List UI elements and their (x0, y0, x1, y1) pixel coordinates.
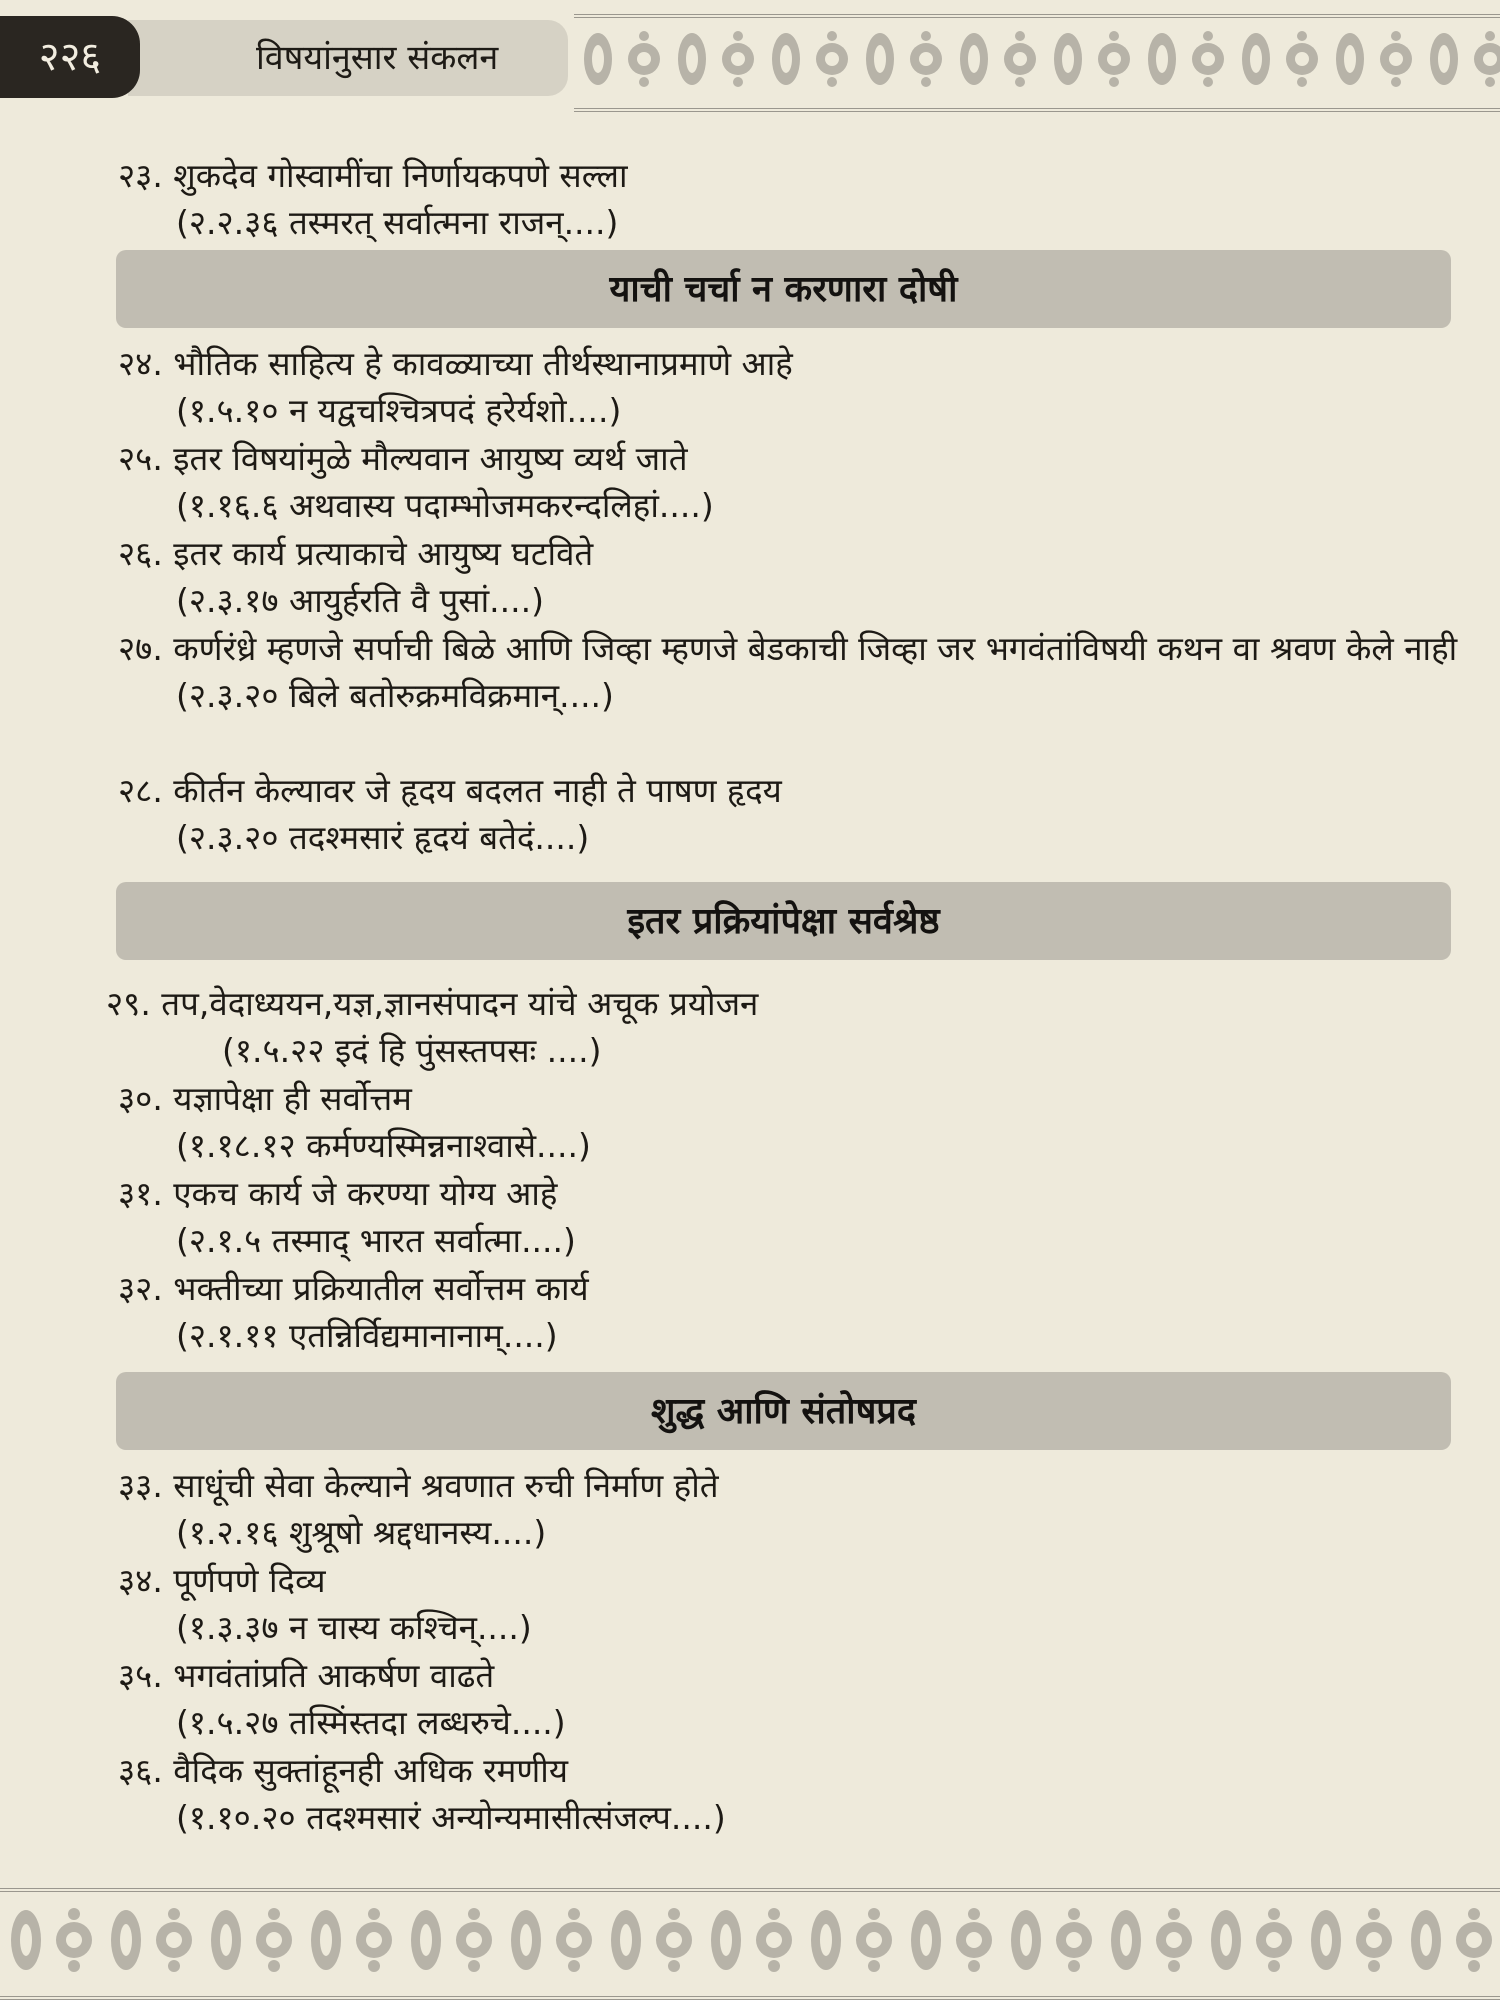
entry-reference: (१.३.३७ न चास्य कश्चिन्....) (176, 1608, 532, 1647)
entry-reference: (२.२.३६ तस्मरत् सर्वात्मना राजन्....) (176, 203, 619, 242)
entry-reference: (१.१८.१२ कर्मण्यस्मिन्ननाश्वासे....) (176, 1126, 591, 1165)
section-heading: शुद्ध आणि संतोषप्रद (116, 1372, 1451, 1450)
entry-reference: (१.५.२७ तस्मिंस्तदा लब्धरुचे....) (176, 1703, 566, 1742)
list-item (118, 1462, 719, 1556)
entry-title: २९. तप,वेदाध्ययन,यज्ञ,ज्ञानसंपादन यांचे अचूक प्रयोजन (106, 984, 759, 1023)
list-item (106, 980, 758, 1074)
entry-title: २६. इतर कार्य प्रत्याकाचे आयुष्य घटविते (118, 534, 594, 573)
entry-title: ३३. साधूंची सेवा केल्याने श्रवणात रुची निर्माण होते (118, 1466, 719, 1505)
list-item (118, 767, 782, 861)
running-title: विषयांनुसार संकलन (128, 20, 568, 96)
entry-title: ३०. यज्ञापेक्षा ही सर्वोत्तम (118, 1079, 412, 1118)
entry-title: ३६. वैदिक सुक्तांहूनही अधिक रमणीय (118, 1751, 568, 1790)
entry-title: २३. शुकदेव गोस्वामींचा निर्णायकपणे सल्ला (118, 156, 628, 195)
list-item (118, 340, 793, 434)
entry-title: ३४. पूर्णपणे दिव्य (118, 1561, 326, 1600)
list-item (118, 1075, 591, 1169)
section-heading: इतर प्रक्रियांपेक्षा सर्वश्रेष्ठ (116, 882, 1451, 960)
list-item (118, 1747, 726, 1841)
entry-reference: (२.१.५ तस्माद् भारत सर्वात्मा....) (176, 1221, 576, 1260)
entry-reference: (२.१.११ एतन्निर्विद्यमानानाम्....) (176, 1316, 558, 1355)
entry-title: २५. इतर विषयांमुळे मौल्यवान आयुष्य व्यर्थ जाते (118, 439, 688, 478)
list-item (118, 1557, 532, 1651)
section-heading: याची चर्चा न करणारा दोषी (116, 250, 1451, 328)
entry-title: ३१. एकच कार्य जे करण्या योग्य आहे (118, 1174, 558, 1213)
entry-reference: (१.१६.६ अथवास्य पदाम्भोजमकरन्दलिहां....) (176, 486, 714, 525)
entry-reference: (२.३.१७ आयुर्हरति वै पुसां....) (176, 581, 544, 620)
page-number: २२६ (0, 16, 140, 98)
entry-reference: (१.५.२२ इदं हि पुंसस्तपसः ....) (222, 1031, 602, 1070)
entry-reference: (२.३.२० बिले बतोरुक्रमविक्रमान्....) (176, 676, 614, 715)
list-item (118, 1170, 576, 1264)
list-item (118, 625, 1468, 719)
footer-ornament-band (0, 1888, 1500, 2000)
entry-reference: (१.५.१० न यद्वचश्चित्रपदं हरेर्यशो....) (176, 391, 622, 430)
entry-title: ३५. भगवंतांप्रति आकर्षण वाढते (118, 1656, 495, 1695)
entry-reference: (१.२.१६ शुश्रूषो श्रद्दधानस्य....) (176, 1513, 547, 1552)
list-item (118, 530, 593, 624)
entry-title: २७. कर्णरंध्रे म्हणजे सर्पाची बिळे आणि जिव्हा म्हणजे बेडकाची जिव्हा जर भगवंतांविषयी कथन वा श्रवण केले नाही (118, 629, 1458, 668)
entry-reference: (२.३.२० तदश्मसारं हृदयं बतेदं....) (176, 818, 590, 857)
entry-reference: (१.१०.२० तदश्मसारं अन्योन्यमासीत्संजल्प....) (176, 1798, 726, 1837)
list-item (118, 152, 628, 246)
floral-border-top-icon (574, 18, 1500, 100)
list-item (118, 1652, 566, 1746)
floral-border-bottom-icon (0, 1892, 1500, 1988)
list-item (118, 435, 714, 529)
header-ornament-band (574, 14, 1500, 112)
entry-title: ३२. भक्तीच्या प्रक्रियातील सर्वोत्तम कार्य (118, 1269, 589, 1308)
list-item (118, 1265, 589, 1359)
entry-title: २८. कीर्तन केल्यावर जे हृदय बदलत नाही ते पाषण हृदय (118, 771, 782, 810)
entry-title: २४. भौतिक साहित्य हे कावळ्याच्या तीर्थस्थानाप्रमाणे आहे (118, 344, 793, 383)
